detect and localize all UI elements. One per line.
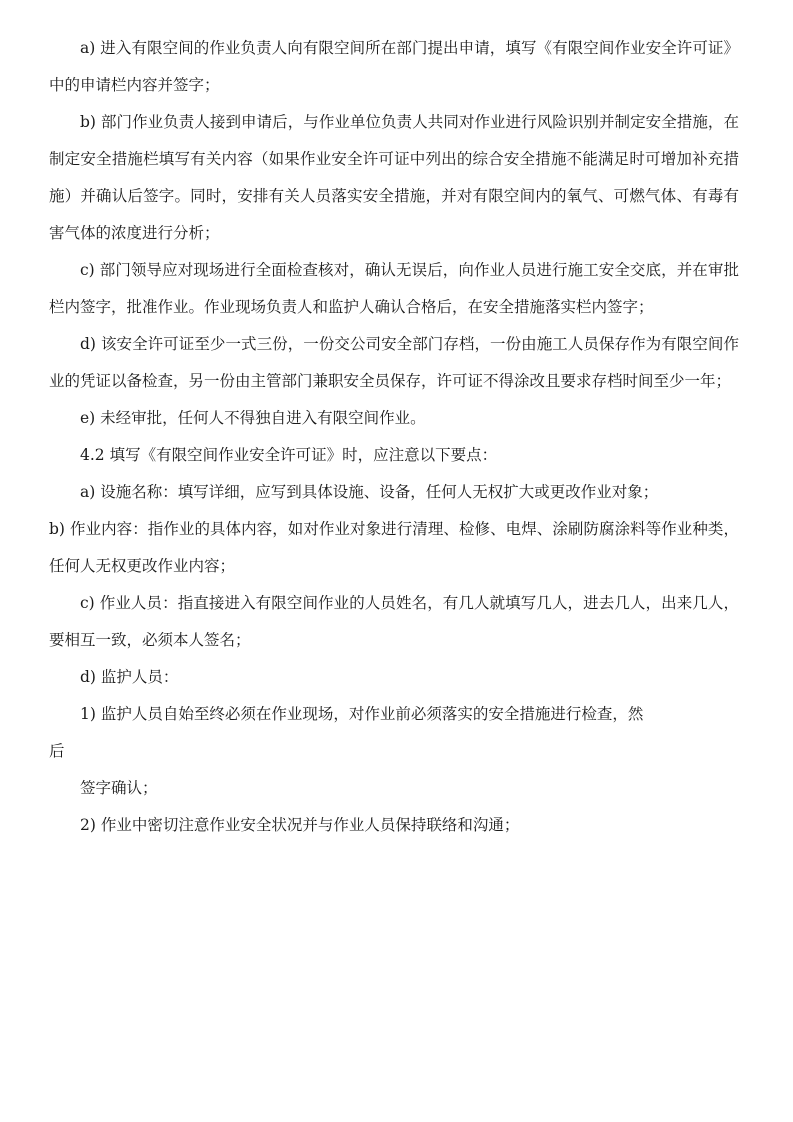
paragraph-e-no-entry: e) 未经审批，任何人不得独自进入有限空间作业。 [80,409,426,427]
paragraph-a-facility: a) 设施名称：填写详细，应写到具体设施、设备，任何人无权扩大或更改作业对象； [80,483,659,501]
paragraph-c-approve: c) 部门领导应对现场进行全面检查核对，确认无误后，向作业人员进行施工安全交底，并在审批栏内签字，批准作业。作业现场负责人和监护人确认合格后，在安全措施落实栏内签字； [49,261,739,316]
paragraph-c-workers: c) 作业人员：指直接进入有限空间作业的人员姓名，有几人就填写几人，进去几人，出来几人，要相互一致，必须本人签名； [49,594,739,649]
paragraph-a-apply: a) 进入有限空间的作业负责人向有限空间所在部门提出申请，填写《有限空间作业安全许可证》中的申请栏内容并签字； [49,39,739,94]
paragraph-d-monitor: d) 监护人员： [80,668,179,686]
paragraph-monitor-2: 2) 作业中密切注意作业安全状况并与作业人员保持联络和沟通； [80,816,520,834]
paragraph-b-content: b) 作业内容：指作业的具体内容，如对作业对象进行清理、检修、电焊、涂刷防腐涂料等作业种类，任何人无权更改作业内容； [49,520,739,575]
document-page [49,30,739,844]
paragraph-monitor-1: 1) 监护人员自始至终必须在作业现场，对作业前必须落实的安全措施进行检查，然 [80,705,644,723]
section-heading-4-2: 4.2 填写《有限空间作业安全许可证》时，应注意以下要点： [80,446,498,464]
paragraph-d-copies: d) 该安全许可证至少一式三份，一份交公司安全部门存档，一份由施工人员保存作为有限空间作业的凭证以备检查，另一份由主管部门兼职安全员保存，许可证不得涂改且要求存档时间至少一年； [49,335,739,390]
paragraph-b-risk: b) 部门作业负责人接到申请后，与作业单位负责人共同对作业进行风险识别并制定安全措施，在制定安全措施栏填写有关内容（如果作业安全许可证中列出的综合安全措施不能满足时可增加补充措施）并确认后签字。同时，安排有关人员落实安全措施，并对有限空间内的氧气、可燃气体、有毒有害气体的浓度进行分析； [49,113,739,242]
paragraph-monitor-1-sign: 签字确认； [80,779,158,797]
paragraph-monitor-1-continuation: 后 [49,742,65,760]
